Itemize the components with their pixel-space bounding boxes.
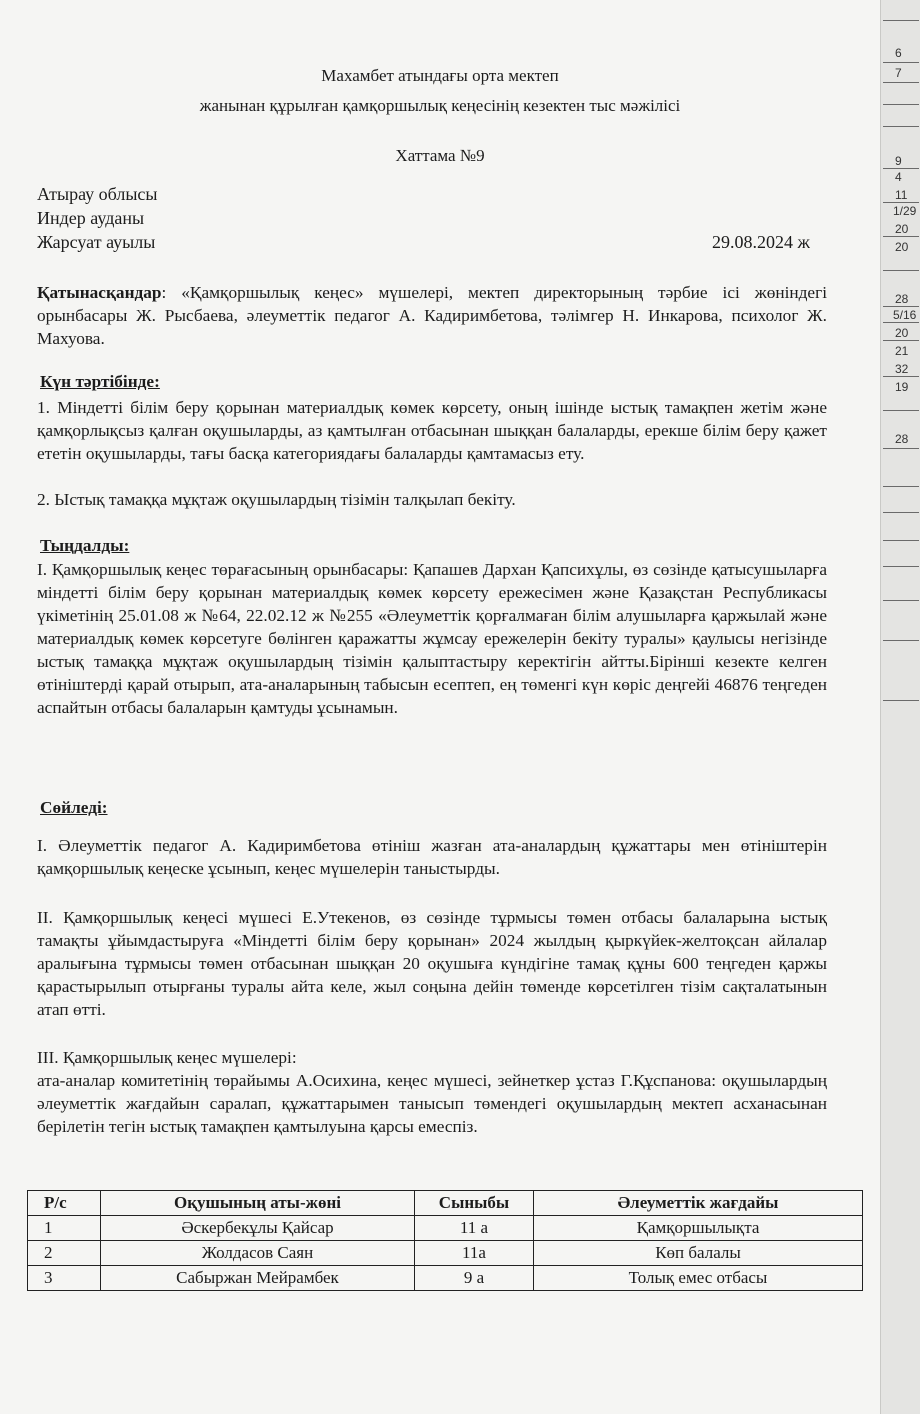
side-number: 7: [895, 66, 902, 80]
spoke-heading: Сөйледі:: [40, 798, 108, 817]
side-number: 20: [895, 240, 909, 254]
side-number: 1/29: [893, 204, 917, 218]
side-number: 21: [895, 344, 909, 358]
agenda-item-1: 1. Міндетті білім беру қорынан материалдық көмек көрсету, оның ішінде ыстық тамақпен жетім және қамқорлықсыз қалған оқушыларды, аз қамтылған отбасынан шыққан балаларды, ерекше білім беру қажет ететін оқушыларды, тағы басқа категориядағы балаларды қамтамасыз ету.: [37, 398, 827, 463]
student-class: 11а: [415, 1241, 534, 1266]
side-number: 4: [895, 170, 902, 184]
district: Индер ауданы: [37, 208, 145, 228]
side-number: 28: [895, 292, 909, 306]
participants-paragraph: [37, 281, 827, 350]
adjacent-page-strip: [880, 0, 920, 1414]
header-number: Р/с: [28, 1191, 101, 1216]
participants-label: Қатынасқандар: [37, 283, 162, 302]
side-number: 6: [895, 46, 902, 60]
agenda-item-2: 2. Ыстық тамаққа мұқтаж оқушылардың тізімін талқылап бекіту.: [37, 490, 516, 509]
student-status: Толық емес отбасы: [534, 1266, 863, 1291]
spoke-paragraph-3: ата-аналар комитетінің төрайымы А.Осихина, кеңес мүшесі, зейнеткер ұстаз Г.Құспанова: оқушылардың әлеуметтік жағдайын саралап, құжаттарымен танысып төмендегі оқушылардың мектеп асханасынан берілетін тегін ыстық тамақпен қамтылуына қарсы емеспіз.: [37, 1071, 827, 1136]
student-status: Көп балалы: [534, 1241, 863, 1266]
spoke-paragraph-3-title: III. Қамқоршылық кеңес мүшелері:: [37, 1048, 297, 1067]
protocol-date: 29.08.2024 ж: [712, 232, 810, 252]
header-social-status: Әлеуметтік жағдайы: [534, 1191, 863, 1216]
student-class: 11 а: [415, 1216, 534, 1241]
region: Атырау облысы: [37, 184, 158, 204]
student-class: 9 а: [415, 1266, 534, 1291]
row-number: 2: [28, 1241, 101, 1266]
side-number: 9: [895, 154, 902, 168]
council-title: жанынан құрылған қамқоршылық кеңесінің кезектен тыс мәжілісі: [199, 96, 681, 115]
school-title: Махамбет атындағы орта мектеп: [321, 66, 559, 85]
row-number: 3: [28, 1266, 101, 1291]
student-name: Сабыржан Мейрамбек: [101, 1266, 415, 1291]
students-table: [27, 1190, 863, 1291]
listened-text: I. Қамқоршылық кеңес төрағасының орынбасары: Қапашев Дархан Қапсихұлы, өз сөзінде қатысушыларға міндетті білім беру қорынан материалдық көмек көрсету ережесімен және Қазақстан Республикасы үкіметінің 25.01.08 ж №64, 22.02.12 ж №255 «Әлеуметтік қорғалмаған білім алушыларға қаржылай және материалдық көмек көрсетуге бөлінген қаражатты жұмсау ережелерін бекіту туралы» қаулысы негізінде ыстық тамаққа мұқтаж оқушылардың тізімін қалыптастыру керектігін айтты.Бірінші кезекте келген өтініштерді қарай отырып, ата-аналарының табысын есептеп, ең төменгі күн көріс деңгейі 46876 теңгеден аспайтын отбасы балаларын қамтуды ұсынамын.: [37, 560, 827, 717]
side-number: 20: [895, 222, 909, 236]
side-number: 20: [895, 326, 909, 340]
side-number: 5/16: [893, 308, 917, 322]
agenda-heading: Күн тәртібінде:: [40, 372, 160, 391]
spoke-paragraph-1: I. Әлеуметтік педагог А. Кадиримбетова өтініш жазған ата-аналардың құжаттары мен өтініштерін қамқоршылық кеңеске ұсынып, кеңес мүшелерін таныстырды.: [37, 836, 827, 878]
table-row: [28, 1266, 863, 1291]
listened-heading: Тыңдалды:: [40, 536, 130, 555]
table-row: [28, 1241, 863, 1266]
side-number: 19: [895, 380, 909, 394]
table-row: [28, 1216, 863, 1241]
side-number: 11: [895, 188, 908, 202]
side-number: 32: [895, 362, 909, 376]
student-name: Әскербекұлы Қайсар: [101, 1216, 415, 1241]
row-number: 1: [28, 1216, 101, 1241]
header-student-name: Оқушының аты-жөні: [101, 1191, 415, 1216]
header-class: Сыныбы: [415, 1191, 534, 1216]
protocol-title: Хаттама №9: [395, 146, 485, 165]
participants-text: : «Қамқоршылық кеңес» мүшелері, мектеп директорының тәрбие ісі жөніндегі орынбасары Ж. Рысбаева, әлеуметтік педагог А. Кадиримбетова, тәлімгер Н. Инкарова, психолог Ж. Махуова.: [37, 283, 827, 348]
student-status: Қамқоршылықта: [534, 1216, 863, 1241]
student-name: Жолдасов Саян: [101, 1241, 415, 1266]
side-number: 28: [895, 432, 909, 446]
spoke-paragraph-2: II. Қамқоршылық кеңесі мүшесі Е.Утекенов, өз сөзінде тұрмысы төмен отбасы балаларына ыстық тамақты ұйымдастыруға «Міндетті білім беру қорынан» 2024 жылдың қыркүйек-желтоқсан айлалар аралығына тұрмысы төмен отбасынан шыққан 20 оқушыға күндігіне тамақ құны 600 теңгеден қаржы қарастырылып отырғаны туралы айта келе, жыл соңына дейін төменде көрсетілген тізім сақталатынын атап өтті.: [37, 908, 827, 1019]
village: Жарсуат ауылы: [37, 232, 156, 252]
table-header-row: [28, 1191, 863, 1216]
